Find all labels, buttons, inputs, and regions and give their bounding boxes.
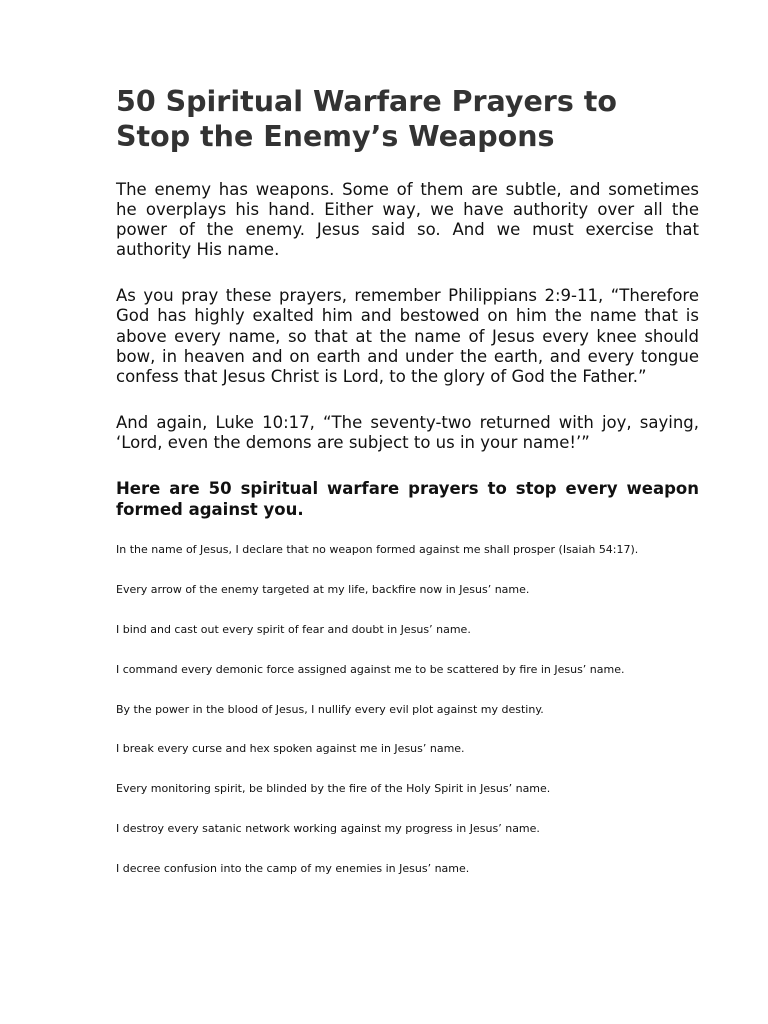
luke-paragraph: And again, Luke 10:17, “The seventy-two returned with joy, saying, ‘Lord, even the demons are subject to us in your name!’” [116,412,699,452]
prayer-item: I destroy every satanic network working against my progress in Jesus’ name. [116,822,540,836]
document-title: 50 Spiritual Warfare Prayers to Stop the Enemy’s Weapons [116,85,617,153]
prayer-item: Every monitoring spirit, be blinded by the fire of the Holy Spirit in Jesus’ name. [116,782,551,796]
prayer-item: I decree confusion into the camp of my enemies in Jesus’ name. [116,862,470,876]
prayer-list [116,542,699,877]
prayer-item: I bind and cast out every spirit of fear and doubt in Jesus’ name. [116,622,471,636]
prayer-item: Every arrow of the enemy targeted at my life, backfire now in Jesus’ name. [116,582,530,596]
document-page [116,84,699,901]
prayer-item: I command every demonic force assigned against me to be scattered by fire in Jesus’ name. [116,662,625,676]
prayers-subheading: Here are 50 spiritual warfare prayers to stop every weapon formed against you. [116,479,699,519]
intro-paragraph: The enemy has weapons. Some of them are subtle, and sometimes he overplays his hand. Either way, we have authority over all the power of the enemy. Jesus said so. And we must exercise that authority His name. [116,180,699,260]
prayer-item: I break every curse and hex spoken against me in Jesus’ name. [116,742,465,756]
philippians-paragraph: As you pray these prayers, remember Philippians 2:9-11, “Therefore God has highly exalted him and bestowed on him the name that is above every name, so that at the name of Jesus every knee should bow, in heaven and on earth and under the earth, and every tongue confess that Jesus Christ is Lord, to the glory of God the Father.” [116,286,699,386]
prayer-item: By the power in the blood of Jesus, I nullify every evil plot against my destiny. [116,702,544,716]
prayer-item: In the name of Jesus, I declare that no weapon formed against me shall prosper (Isaiah 54:17). [116,543,639,557]
